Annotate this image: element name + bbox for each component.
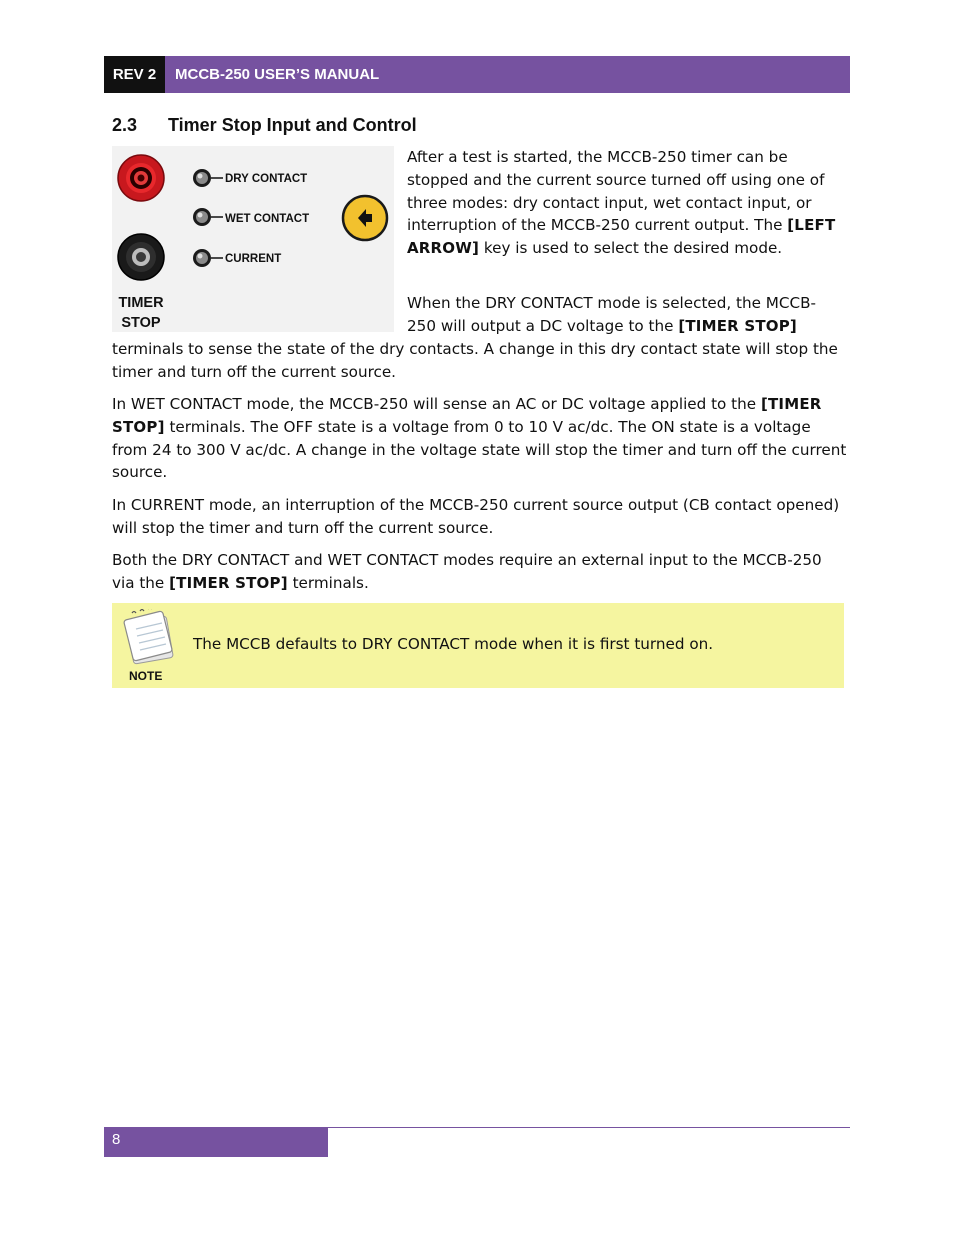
paragraph-text: In WET CONTACT mode, the MCCB-250 will sense an AC or DC voltage applied to the <box>112 395 761 413</box>
manual-title: MCCB-250 USER’S MANUAL <box>165 56 850 93</box>
timer-stop-reference: [TIMER STOP] <box>112 395 822 436</box>
red-terminal-icon <box>118 155 164 201</box>
section-heading <box>112 115 417 136</box>
paragraph-current-mode: In CURRENT mode, an interruption of the MCCB-250 current source output (CB contact opened) will stop the timer and turn off the current source. <box>112 496 840 537</box>
paragraph-text: After a test is started, the MCCB-250 timer can be stopped and the current source turned off using one of three modes: dry contact input, wet contact input, or interruption of the MCCB-250 current output. The <box>407 148 825 235</box>
section-number: 2.3 <box>112 115 138 135</box>
paragraph-wet-contact <box>112 393 847 484</box>
led-label-current: CURRENT <box>225 253 282 265</box>
led-wet-contact-icon <box>193 208 223 226</box>
paragraph-dry-contact <box>407 292 837 338</box>
front-panel-figure <box>112 146 394 332</box>
panel-illustration <box>112 146 394 332</box>
led-dry-contact-icon <box>193 169 223 187</box>
notepad-icon <box>118 609 178 669</box>
note-text: The MCCB defaults to DRY CONTACT mode when it is first turned on. <box>193 635 714 653</box>
left-arrow-key-reference: [LEFT ARROW] <box>407 216 836 258</box>
paragraph-text: Both the DRY CONTACT and WET CONTACT modes require an external input to the MCCB-250 via the <box>112 551 822 592</box>
timer-stop-label-line2: STOP <box>121 315 161 331</box>
paragraph-text: key is used to select the desired mode. <box>479 239 783 258</box>
led-label-dry-contact: DRY CONTACT <box>225 173 308 185</box>
left-arrow-key-icon <box>343 196 387 240</box>
paragraph-intro <box>407 146 837 260</box>
note-box <box>112 603 844 688</box>
timer-stop-reference: [TIMER STOP] <box>678 316 797 335</box>
page-footer <box>104 1128 328 1157</box>
section-title: Timer Stop Input and Control <box>168 115 417 135</box>
led-label-wet-contact: WET CONTACT <box>225 213 310 225</box>
note-label: NOTE <box>129 669 163 683</box>
timer-stop-label-line1: TIMER <box>118 295 164 311</box>
paragraph-text: When the DRY CONTACT mode is selected, the MCCB-250 will output a DC voltage to the <box>407 294 817 335</box>
page-number: 8 <box>112 1131 121 1148</box>
paragraph-text: terminals. <box>287 573 369 592</box>
paragraph-external-input <box>112 549 847 595</box>
timer-stop-reference: [TIMER STOP] <box>169 573 288 592</box>
revision-label: REV 2 <box>104 56 165 93</box>
paragraph-dry-contact-continued: terminals to sense the state of the dry contacts. A change in this dry contact state will stop the timer and turn off the current source. <box>112 340 838 381</box>
black-terminal-icon <box>118 234 164 280</box>
paragraph-text: terminals. The OFF state is a voltage from 0 to 10 V ac/dc. The ON state is a voltage from 24 to 300 V ac/dc. A change in the voltage state will stop the timer and turn off the current source. <box>112 417 847 482</box>
led-current-icon <box>193 249 223 267</box>
page-header <box>104 56 850 93</box>
